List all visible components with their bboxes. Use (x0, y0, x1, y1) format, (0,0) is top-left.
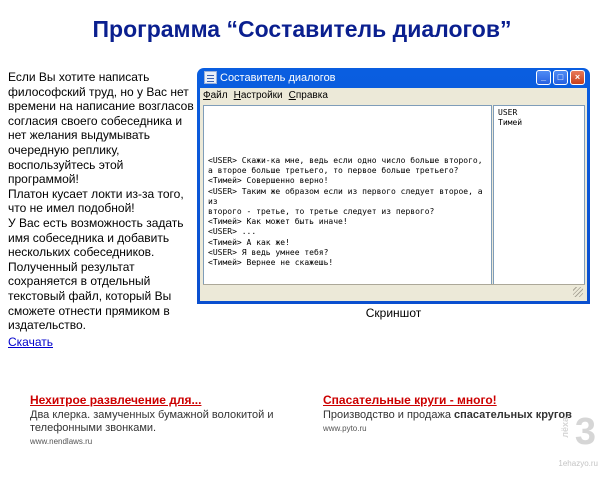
page-title: Программа “Составитель диалогов” (92, 16, 512, 42)
menu-file[interactable]: Файл (203, 90, 228, 101)
watermark-logo-text: лёха (560, 417, 570, 438)
app-screenshot-window (197, 68, 590, 304)
ad-title-link[interactable]: Спасательные круги - много! (323, 393, 497, 407)
description-paragraph: Платон кусает локти из-за того, что не имел подобной! (8, 186, 184, 216)
participants-list[interactable] (493, 105, 585, 285)
menu-bar (200, 88, 587, 103)
participant-item[interactable]: USER (498, 108, 518, 117)
description-paragraph: У Вас есть возможность задать имя собеседника и добавить нескольких собеседников. (8, 215, 184, 260)
screenshot-caption: Скриншот (365, 306, 422, 320)
ad-url[interactable]: www.nendlaws.ru (30, 437, 93, 446)
status-bar (203, 284, 585, 298)
ad-text (323, 409, 591, 422)
watermark-site: 1ehazyo.ru (558, 459, 598, 468)
ad-text-prefix: Производство и продажа (323, 409, 454, 421)
ad-block (30, 393, 298, 446)
app-window-icon (204, 71, 217, 84)
menu-help[interactable]: Справка (288, 90, 328, 101)
ad-text: Два клерка. замученных бумажной волокитой и телефонными звонками. (30, 409, 274, 434)
resize-grip-icon[interactable] (573, 287, 583, 297)
download-link[interactable]: Скачать (8, 335, 53, 349)
close-button[interactable]: × (570, 70, 585, 85)
ad-block (323, 393, 591, 433)
description-paragraph: Полученный результат сохраняется в отдельный текстовый файл, который Вы сможете отнести прямиком в издательство. (8, 259, 172, 333)
ad-text-bold: спасательных кругов (454, 409, 572, 421)
window-client-area (200, 88, 587, 301)
program-description (8, 70, 194, 333)
window-titlebar (200, 68, 587, 88)
maximize-button[interactable]: □ (553, 70, 568, 85)
watermark-logo (556, 413, 596, 457)
participant-item[interactable]: Тимей (498, 118, 523, 128)
window-title: Составитель диалогов (220, 72, 336, 84)
watermark-logo-digit: 3 (574, 411, 596, 453)
window-controls (536, 70, 585, 85)
minimize-button[interactable]: _ (536, 70, 551, 85)
description-paragraph: Если Вы хотите написать философский труд, но у Вас нет времени на написание возгласов согласия своего собеседника и нет желания выдумывать очередную реплику, воспользуйтесь этой программой! (8, 70, 194, 187)
dialog-text-area[interactable]: <USER> Скажи-ка мне, ведь если одно число больше второго, а второе больше третьего, то первое больше третьего? <Тимей> Совершенно верно! <USER> Таким же образом если из первого следует второе, а из второго - третье, то третье следует из первого? <Тимей> Как может быть иначе! <USER> ... <Тимей> А как же! <USER> Я ведь умнее тебя? <Тимей> Вернее не скажешь! (203, 105, 492, 285)
menu-settings[interactable]: Настройки (233, 90, 283, 101)
ad-url[interactable]: www.pyto.ru (323, 424, 367, 433)
ad-title-link[interactable]: Нехитрое развлечение для... (30, 393, 202, 407)
